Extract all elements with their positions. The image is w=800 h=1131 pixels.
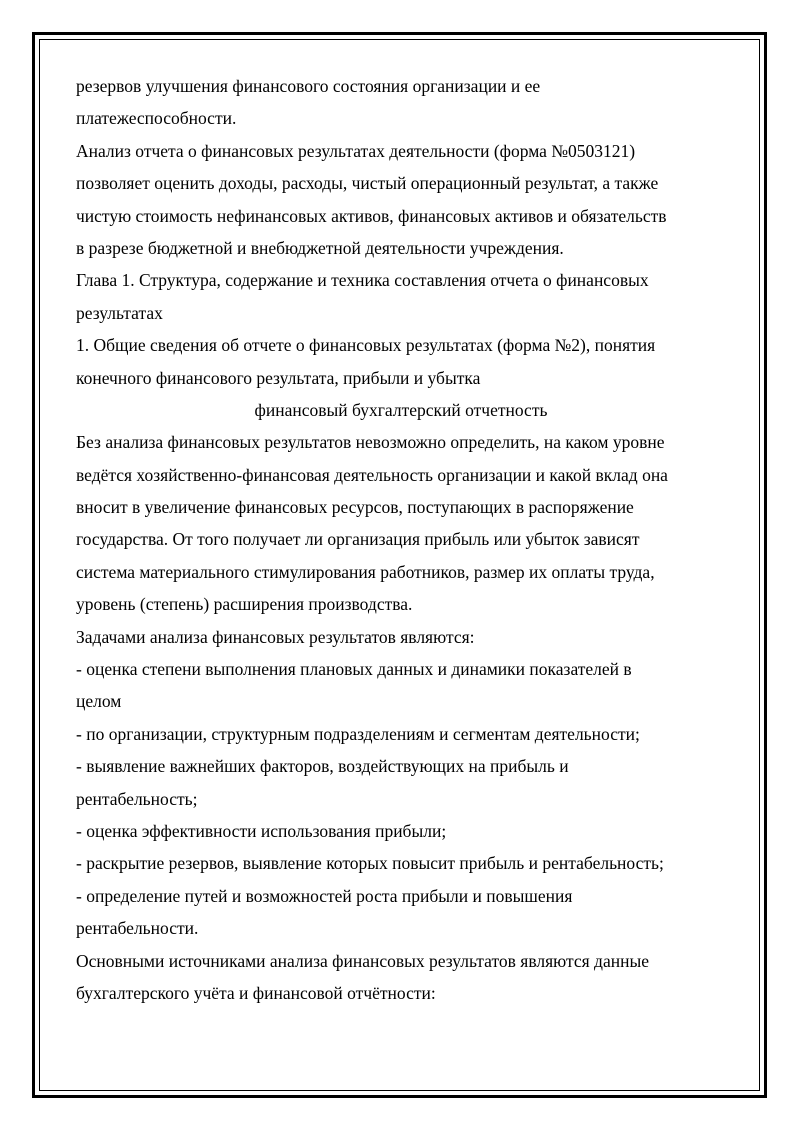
document-body bbox=[76, 70, 726, 1009]
text-line: Анализ отчета о финансовых результатах деятельности (форма №0503121) bbox=[76, 140, 636, 161]
text-line: финансовый бухгалтерский отчетность bbox=[254, 399, 548, 420]
text-line: - выявление важнейших факторов, воздействующих на прибыль и bbox=[76, 756, 569, 777]
text-line: Без анализа финансовых результатов невозможно определить, на каком уровне bbox=[76, 432, 665, 453]
text-line: государства. От того получает ли организация прибыль или убыток зависят bbox=[76, 529, 640, 550]
text-line: позволяет оценить доходы, расходы, чистый операционный результат, а также bbox=[76, 173, 659, 194]
text-line: в разрезе бюджетной и внебюджетной деятельности учреждения. bbox=[76, 237, 564, 258]
text-line: вносит в увеличение финансовых ресурсов, поступающих в распоряжение bbox=[76, 497, 634, 518]
text-line: бухгалтерского учёта и финансовой отчётности: bbox=[76, 982, 436, 1003]
text-line: целом bbox=[76, 691, 122, 712]
text-line: Задачами анализа финансовых результатов являются: bbox=[76, 626, 475, 647]
text-line: чистую стоимость нефинансовых активов, финансовых активов и обязательств bbox=[76, 205, 667, 226]
text-line: ведётся хозяйственно-финансовая деятельность организации и какой вклад она bbox=[76, 464, 668, 485]
text-line: система материального стимулирования работников, размер их оплаты труда, bbox=[76, 561, 655, 582]
text-line: - определение путей и возможностей роста прибыли и повышения bbox=[76, 885, 573, 906]
text-line: платежеспособности. bbox=[76, 108, 237, 129]
text-line: конечного финансового результата, прибыли и убытка bbox=[76, 367, 481, 388]
text-line: рентабельности. bbox=[76, 918, 199, 939]
text-line: - раскрытие резервов, выявление которых повысит прибыль и рентабельность; bbox=[76, 853, 664, 874]
text-line: рентабельность; bbox=[76, 788, 198, 809]
text-line: резервов улучшения финансового состояния организации и ее bbox=[76, 76, 541, 96]
text-line: Глава 1. Структура, содержание и техника составления отчета о финансовых bbox=[76, 270, 649, 291]
text-line: - оценка эффективности использования прибыли; bbox=[76, 820, 447, 841]
text-line: результатах bbox=[76, 302, 163, 323]
text-line: уровень (степень) расширения производства. bbox=[76, 594, 413, 615]
text-line: Основными источниками анализа финансовых результатов являются данные bbox=[76, 950, 649, 971]
text-line: - по организации, структурным подразделениям и сегментам деятельности; bbox=[76, 723, 640, 744]
text-line: 1. Общие сведения об отчете о финансовых результатах (форма №2), понятия bbox=[76, 335, 656, 356]
text-line: - оценка степени выполнения плановых данных и динамики показателей в bbox=[76, 659, 632, 680]
